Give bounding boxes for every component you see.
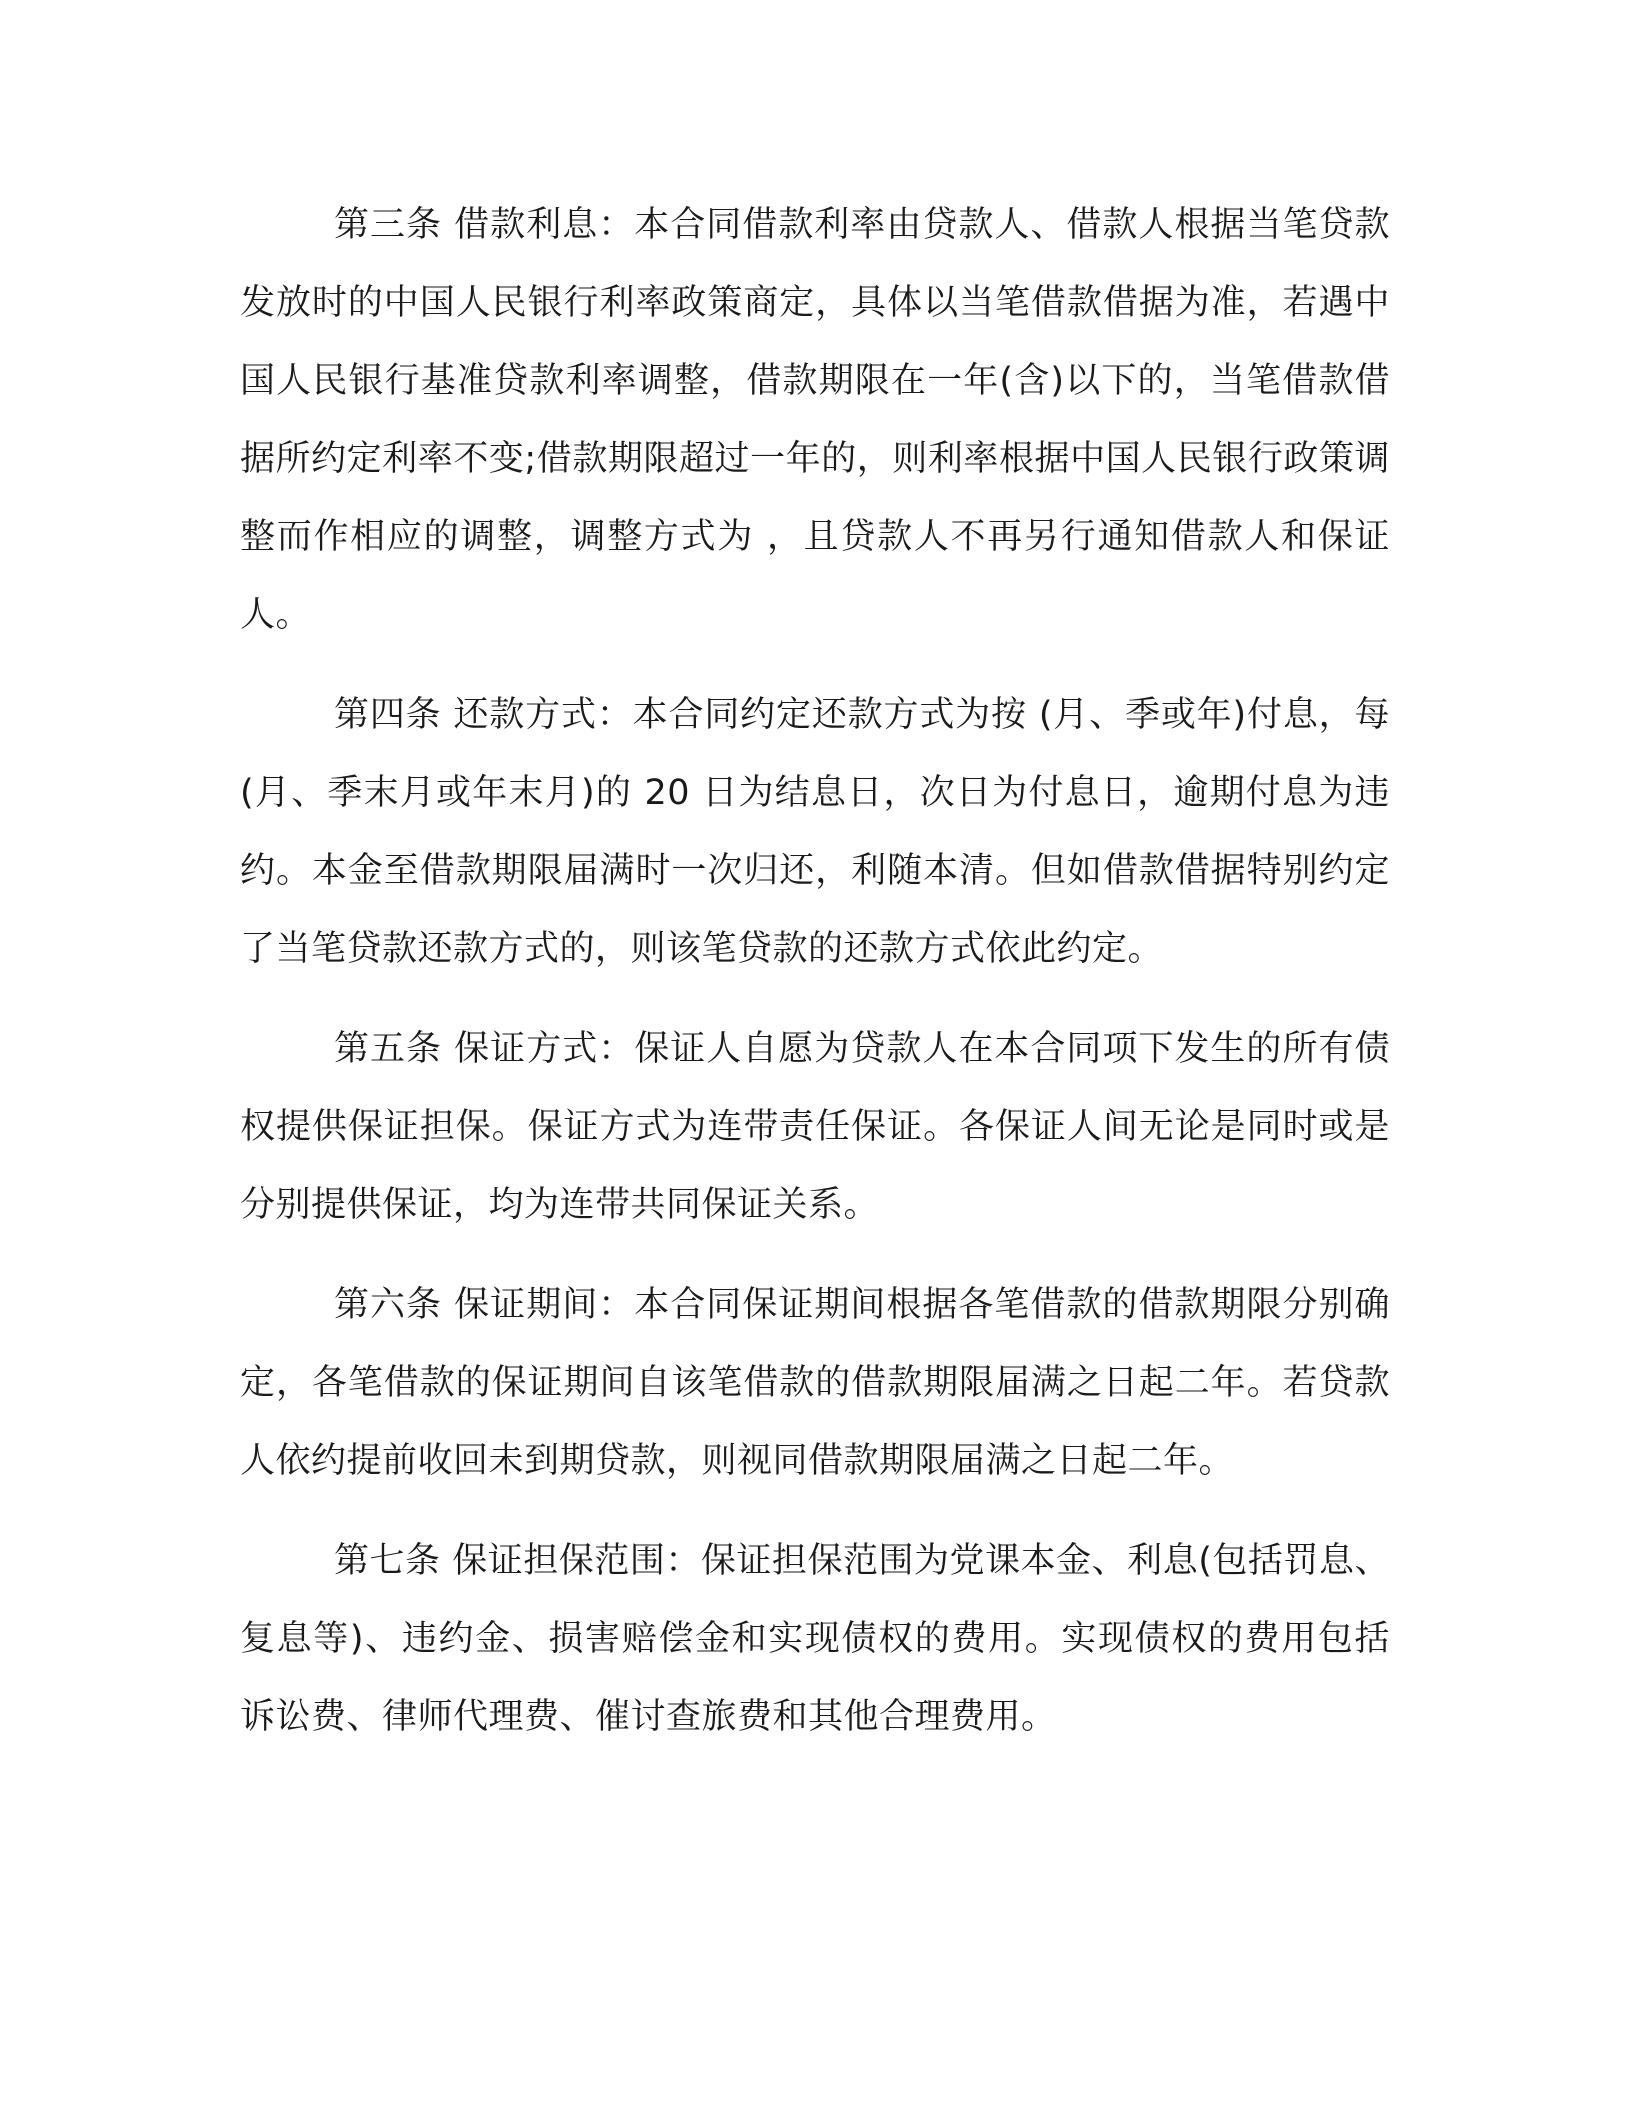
clause-4-text: 本合同约定还款方式为按 (月、季或年)付息，每 (月、季末月或年末月)的 20 日为结息日，次日为付息日，逾期付息为违约。本金至借款期限届满时一次归还，利随本清。但如借款借据特别约定了当笔贷款还款方式的，则该笔贷款的还款方式依此约定。 bbox=[240, 695, 1390, 969]
clause-7-guarantee-scope bbox=[240, 1522, 1390, 1756]
clause-5-heading: 第五条 保证方式： bbox=[334, 1029, 635, 1069]
clause-3-heading: 第三条 借款利息： bbox=[334, 205, 635, 245]
clause-7-heading: 第七条 保证担保范围： bbox=[334, 1541, 701, 1581]
clause-4-repayment bbox=[240, 676, 1390, 988]
document-body bbox=[240, 186, 1390, 1778]
clause-6-text: 本合同保证期间根据各笔借款的借款期限分别确定，各笔借款的保证期间自该笔借款的借款期限届满之日起二年。若贷款人依约提前收回未到期贷款，则视同借款期限届满之日起二年。 bbox=[240, 1285, 1390, 1481]
clause-7-text: 保证担保范围为党课本金、利息(包括罚息、复息等)、违约金、损害赔偿金和实现债权的费用。实现债权的费用包括诉讼费、律师代理费、催讨查旅费和其他合理费用。 bbox=[240, 1541, 1390, 1737]
clause-5-guarantee-method bbox=[240, 1010, 1390, 1244]
clause-6-heading: 第六条 保证期间： bbox=[334, 1285, 635, 1325]
clause-3-interest bbox=[240, 186, 1390, 654]
clause-3-text: 本合同借款利率由贷款人、借款人根据当笔贷款发放时的中国人民银行利率政策商定，具体以当笔借款借据为准，若遇中国人民银行基准贷款利率调整，借款期限在一年(含)以下的，当笔借款借据所约定利率不变;借款期限超过一年的，则利率根据中国人民银行政策调整而作相应的调整，调整方式为 ，且贷款人不再另行通知借款人和保证人。 bbox=[240, 205, 1390, 635]
clause-4-heading: 第四条 还款方式： bbox=[334, 695, 633, 735]
clause-5-text: 保证人自愿为贷款人在本合同项下发生的所有债权提供保证担保。保证方式为连带责任保证。各保证人间无论是同时或是分别提供保证，均为连带共同保证关系。 bbox=[240, 1029, 1390, 1225]
clause-6-guarantee-period bbox=[240, 1266, 1390, 1500]
